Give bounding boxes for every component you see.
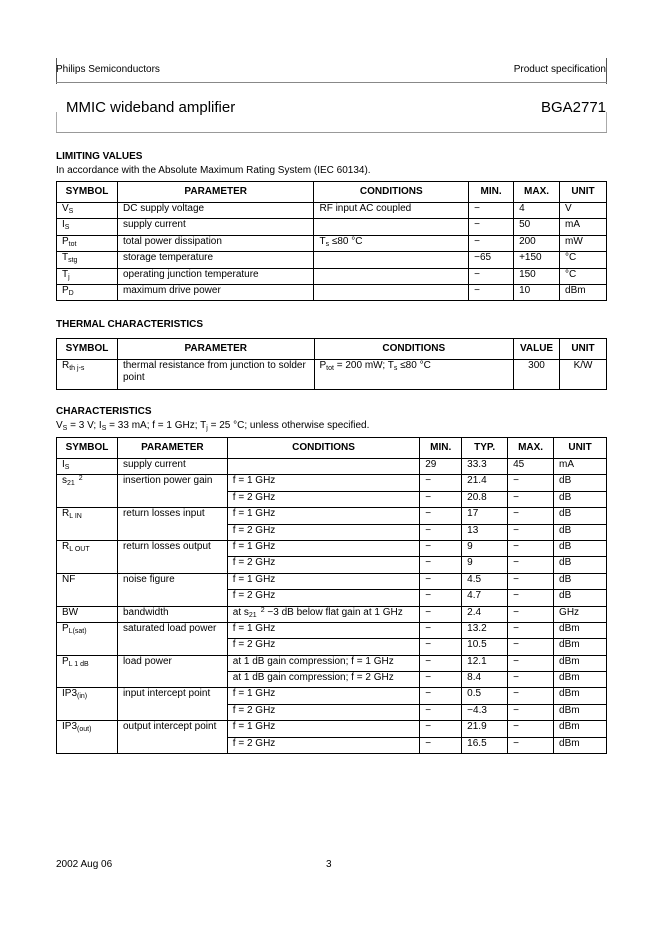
min-cell: − [469,219,514,235]
conditions-cell: f = 2 GHz [227,491,419,507]
typ-cell: 33.3 [462,459,508,475]
title-right-rule [606,112,607,132]
column-header: MIN. [469,182,514,203]
unit-cell: dBm [554,655,607,671]
typ-cell: 10.5 [462,639,508,655]
table-row [57,235,607,251]
parameter-cell: storage temperature [117,252,314,268]
symbol-cell: $s_{21}^2$ [57,475,118,508]
unit-cell: dBm [554,672,607,688]
column-header: UNIT [560,339,607,360]
typ-cell: 13.2 [462,622,508,638]
parameter-cell: supply current [117,219,314,235]
thermal-title: THERMAL CHARACTERISTICS [56,319,204,330]
conditions-cell: at 1 dB gain compression; f = 1 GHz [227,655,419,671]
unit-cell: dBm [554,737,607,753]
column-header: PARAMETER [117,339,314,360]
part-number: BGA2771 [540,99,606,116]
conditions-cell: RF input AC coupled [314,203,469,219]
conditions-cell: f = 1 GHz [227,573,419,589]
min-cell: − [420,524,462,540]
unit-cell: dBm [554,622,607,638]
typ-cell: 17 [462,508,508,524]
footer-date: 2002 Aug 06 [56,859,113,870]
parameter-cell: insertion power gain [117,475,227,508]
document-type: Product specification [513,64,606,75]
symbol-cell: BW [57,606,118,622]
conditions-cell: f = 2 GHz [227,704,419,720]
limiting-values-title: LIMITING VALUES [56,151,143,162]
value-cell: 300 [514,360,560,390]
parameter-cell: return losses output [117,540,227,573]
unit-cell: dB [554,524,607,540]
max-cell: − [508,655,554,671]
conditions-cell: $T_s \le 80$ °C [314,235,469,251]
company-name: Philips Semiconductors [56,64,160,75]
characteristics-note: $V_S = 3$ V; $I_S = 33$ mA; f = 1 GHz; $T_j = 25$ °C; unless otherwise specified. [56,420,370,432]
column-header: UNIT [560,182,607,203]
unit-cell: dBm [554,688,607,704]
max-cell: 10 [514,284,560,300]
symbol-cell: $P_{L 1 dB}$ [57,655,118,688]
column-header: PARAMETER [117,438,227,459]
conditions-cell [314,268,469,284]
unit-cell: dB [554,557,607,573]
conditions-cell: $P_{tot} = 200$ mW; $T_s \le 80$ °C [314,360,514,390]
typ-cell: 21.9 [462,721,508,737]
conditions-cell: f = 2 GHz [227,524,419,540]
table-row [57,606,607,622]
min-cell: − [469,284,514,300]
column-header: TYP. [462,438,508,459]
parameter-cell: bandwidth [117,606,227,622]
table-row [57,721,607,737]
max-cell: − [508,672,554,688]
unit-cell: °C [560,252,607,268]
max-cell: − [508,540,554,556]
conditions-cell [314,284,469,300]
column-header: CONDITIONS [227,438,419,459]
conditions-cell: f = 1 GHz [227,475,419,491]
title-divider [56,132,607,133]
max-cell: +150 [514,252,560,268]
min-cell: − [420,557,462,573]
max-cell: − [508,639,554,655]
conditions-cell [314,219,469,235]
symbol-cell: $IP3_{(in)}$ [57,688,118,721]
max-cell: 4 [514,203,560,219]
max-cell: − [508,737,554,753]
column-header: CONDITIONS [314,182,469,203]
thermal-table [56,338,607,390]
min-cell: − [420,721,462,737]
max-cell: − [508,606,554,622]
max-cell: − [508,573,554,589]
symbol-cell: $IP3_{(out)}$ [57,721,118,754]
column-header: CONDITIONS [314,339,514,360]
column-header: MAX. [514,182,560,203]
typ-cell: 9 [462,557,508,573]
column-header: UNIT [554,438,607,459]
unit-cell: dBm [554,639,607,655]
conditions-cell: f = 2 GHz [227,557,419,573]
unit-cell: dB [554,573,607,589]
max-cell: − [508,704,554,720]
table-row [57,688,607,704]
symbol-cell: $R_{L IN}$ [57,508,118,541]
min-cell: − [420,540,462,556]
min-cell: − [420,508,462,524]
min-cell: 29 [420,459,462,475]
conditions-cell: at 1 dB gain compression; f = 2 GHz [227,672,419,688]
max-cell: − [508,508,554,524]
table-row [57,459,607,475]
min-cell: − [420,639,462,655]
typ-cell: 2.4 [462,606,508,622]
unit-cell: GHz [554,606,607,622]
table-header-row [57,339,607,360]
conditions-cell: f = 2 GHz [227,737,419,753]
table-row [57,268,607,284]
parameter-cell: DC supply voltage [117,203,314,219]
column-header: SYMBOL [57,339,118,360]
unit-cell: mA [560,219,607,235]
max-cell: 45 [508,459,554,475]
unit-cell: dB [554,491,607,507]
parameter-cell: return losses input [117,508,227,541]
symbol-cell: $P_{tot}$ [57,235,118,251]
column-header: PARAMETER [117,182,314,203]
column-header: SYMBOL [57,182,118,203]
parameter-cell: operating junction temperature [117,268,314,284]
limiting-values-table [56,181,607,301]
max-cell: 50 [514,219,560,235]
unit-cell: dBm [560,284,607,300]
table-row [57,573,607,589]
table-row [57,540,607,556]
parameter-cell: output intercept point [117,721,227,754]
max-cell: − [508,721,554,737]
min-cell: − [469,235,514,251]
typ-cell: 13 [462,524,508,540]
parameter-cell: thermal resistance from junction to solder point [117,360,314,390]
max-cell: − [508,524,554,540]
symbol-cell: NF [57,573,118,606]
min-cell: − [420,737,462,753]
parameter-cell: supply current [117,459,227,475]
min-cell: − [420,573,462,589]
conditions-cell: f = 1 GHz [227,540,419,556]
unit-cell: dB [554,590,607,606]
conditions-cell: f = 1 GHz [227,622,419,638]
min-cell: − [469,203,514,219]
table-row [57,284,607,300]
unit-cell: dB [554,508,607,524]
table-row [57,475,607,491]
typ-cell: 21.4 [462,475,508,491]
characteristics-table [56,437,607,754]
header-right-rule [606,58,607,84]
parameter-cell: input intercept point [117,688,227,721]
conditions-cell [314,252,469,268]
max-cell: 200 [514,235,560,251]
typ-cell: 4.7 [462,590,508,606]
header-divider [56,82,607,83]
unit-cell: dBm [554,704,607,720]
column-header: MIN. [420,438,462,459]
min-cell: − [469,268,514,284]
unit-cell: dBm [554,721,607,737]
parameter-cell: total power dissipation [117,235,314,251]
table-row [57,655,607,671]
symbol-cell: $R_{th j-s}$ [57,360,118,390]
conditions-cell: at $s_{21}^2 -3$ dB below flat gain at 1 GHz [227,606,419,622]
symbol-cell: $I_S$ [57,219,118,235]
unit-cell: dB [554,540,607,556]
parameter-cell: maximum drive power [117,284,314,300]
min-cell: − [420,688,462,704]
table-row [57,252,607,268]
max-cell: − [508,491,554,507]
typ-cell: 8.4 [462,672,508,688]
conditions-cell: f = 1 GHz [227,721,419,737]
table-row [57,508,607,524]
parameter-cell: noise figure [117,573,227,606]
symbol-cell: $P_{L(sat)}$ [57,622,118,655]
table-header-row [57,438,607,459]
symbol-cell: $I_S$ [57,459,118,475]
min-cell: − [420,672,462,688]
title-left-rule [56,112,57,132]
conditions-cell: f = 2 GHz [227,639,419,655]
product-title: MMIC wideband amplifier [66,99,236,116]
unit-cell: dB [554,475,607,491]
min-cell: − [420,590,462,606]
min-cell: − [420,704,462,720]
min-cell: −65 [469,252,514,268]
conditions-cell: f = 2 GHz [227,590,419,606]
parameter-cell: saturated load power [117,622,227,655]
min-cell: − [420,606,462,622]
typ-cell: 12.1 [462,655,508,671]
min-cell: − [420,655,462,671]
symbol-cell: $V_S$ [57,203,118,219]
typ-cell: −4.3 [462,704,508,720]
page-number: 3 [326,859,332,870]
symbol-cell: $R_{L OUT}$ [57,540,118,573]
table-row [57,360,607,390]
unit-cell: mA [554,459,607,475]
table-row [57,203,607,219]
column-header: VALUE [514,339,560,360]
min-cell: − [420,622,462,638]
max-cell: − [508,688,554,704]
max-cell: − [508,622,554,638]
max-cell: − [508,475,554,491]
symbol-cell: $T_{stg}$ [57,252,118,268]
column-header: SYMBOL [57,438,118,459]
unit-cell: °C [560,268,607,284]
column-header: MAX. [508,438,554,459]
typ-cell: 0.5 [462,688,508,704]
parameter-cell: load power [117,655,227,688]
table-header-row [57,182,607,203]
max-cell: 150 [514,268,560,284]
min-cell: − [420,475,462,491]
unit-cell: V [560,203,607,219]
unit-cell: mW [560,235,607,251]
table-row [57,622,607,638]
table-row [57,219,607,235]
min-cell: − [420,491,462,507]
conditions-cell [227,459,419,475]
symbol-cell: $P_D$ [57,284,118,300]
characteristics-title: CHARACTERISTICS [56,406,152,417]
max-cell: − [508,590,554,606]
conditions-cell: f = 1 GHz [227,508,419,524]
typ-cell: 20.8 [462,491,508,507]
limiting-values-note: In accordance with the Absolute Maximum Rating System (IEC 60134). [56,165,371,176]
conditions-cell: f = 1 GHz [227,688,419,704]
symbol-cell: $T_j$ [57,268,118,284]
typ-cell: 9 [462,540,508,556]
max-cell: − [508,557,554,573]
unit-cell: K/W [560,360,607,390]
typ-cell: 16.5 [462,737,508,753]
typ-cell: 4.5 [462,573,508,589]
